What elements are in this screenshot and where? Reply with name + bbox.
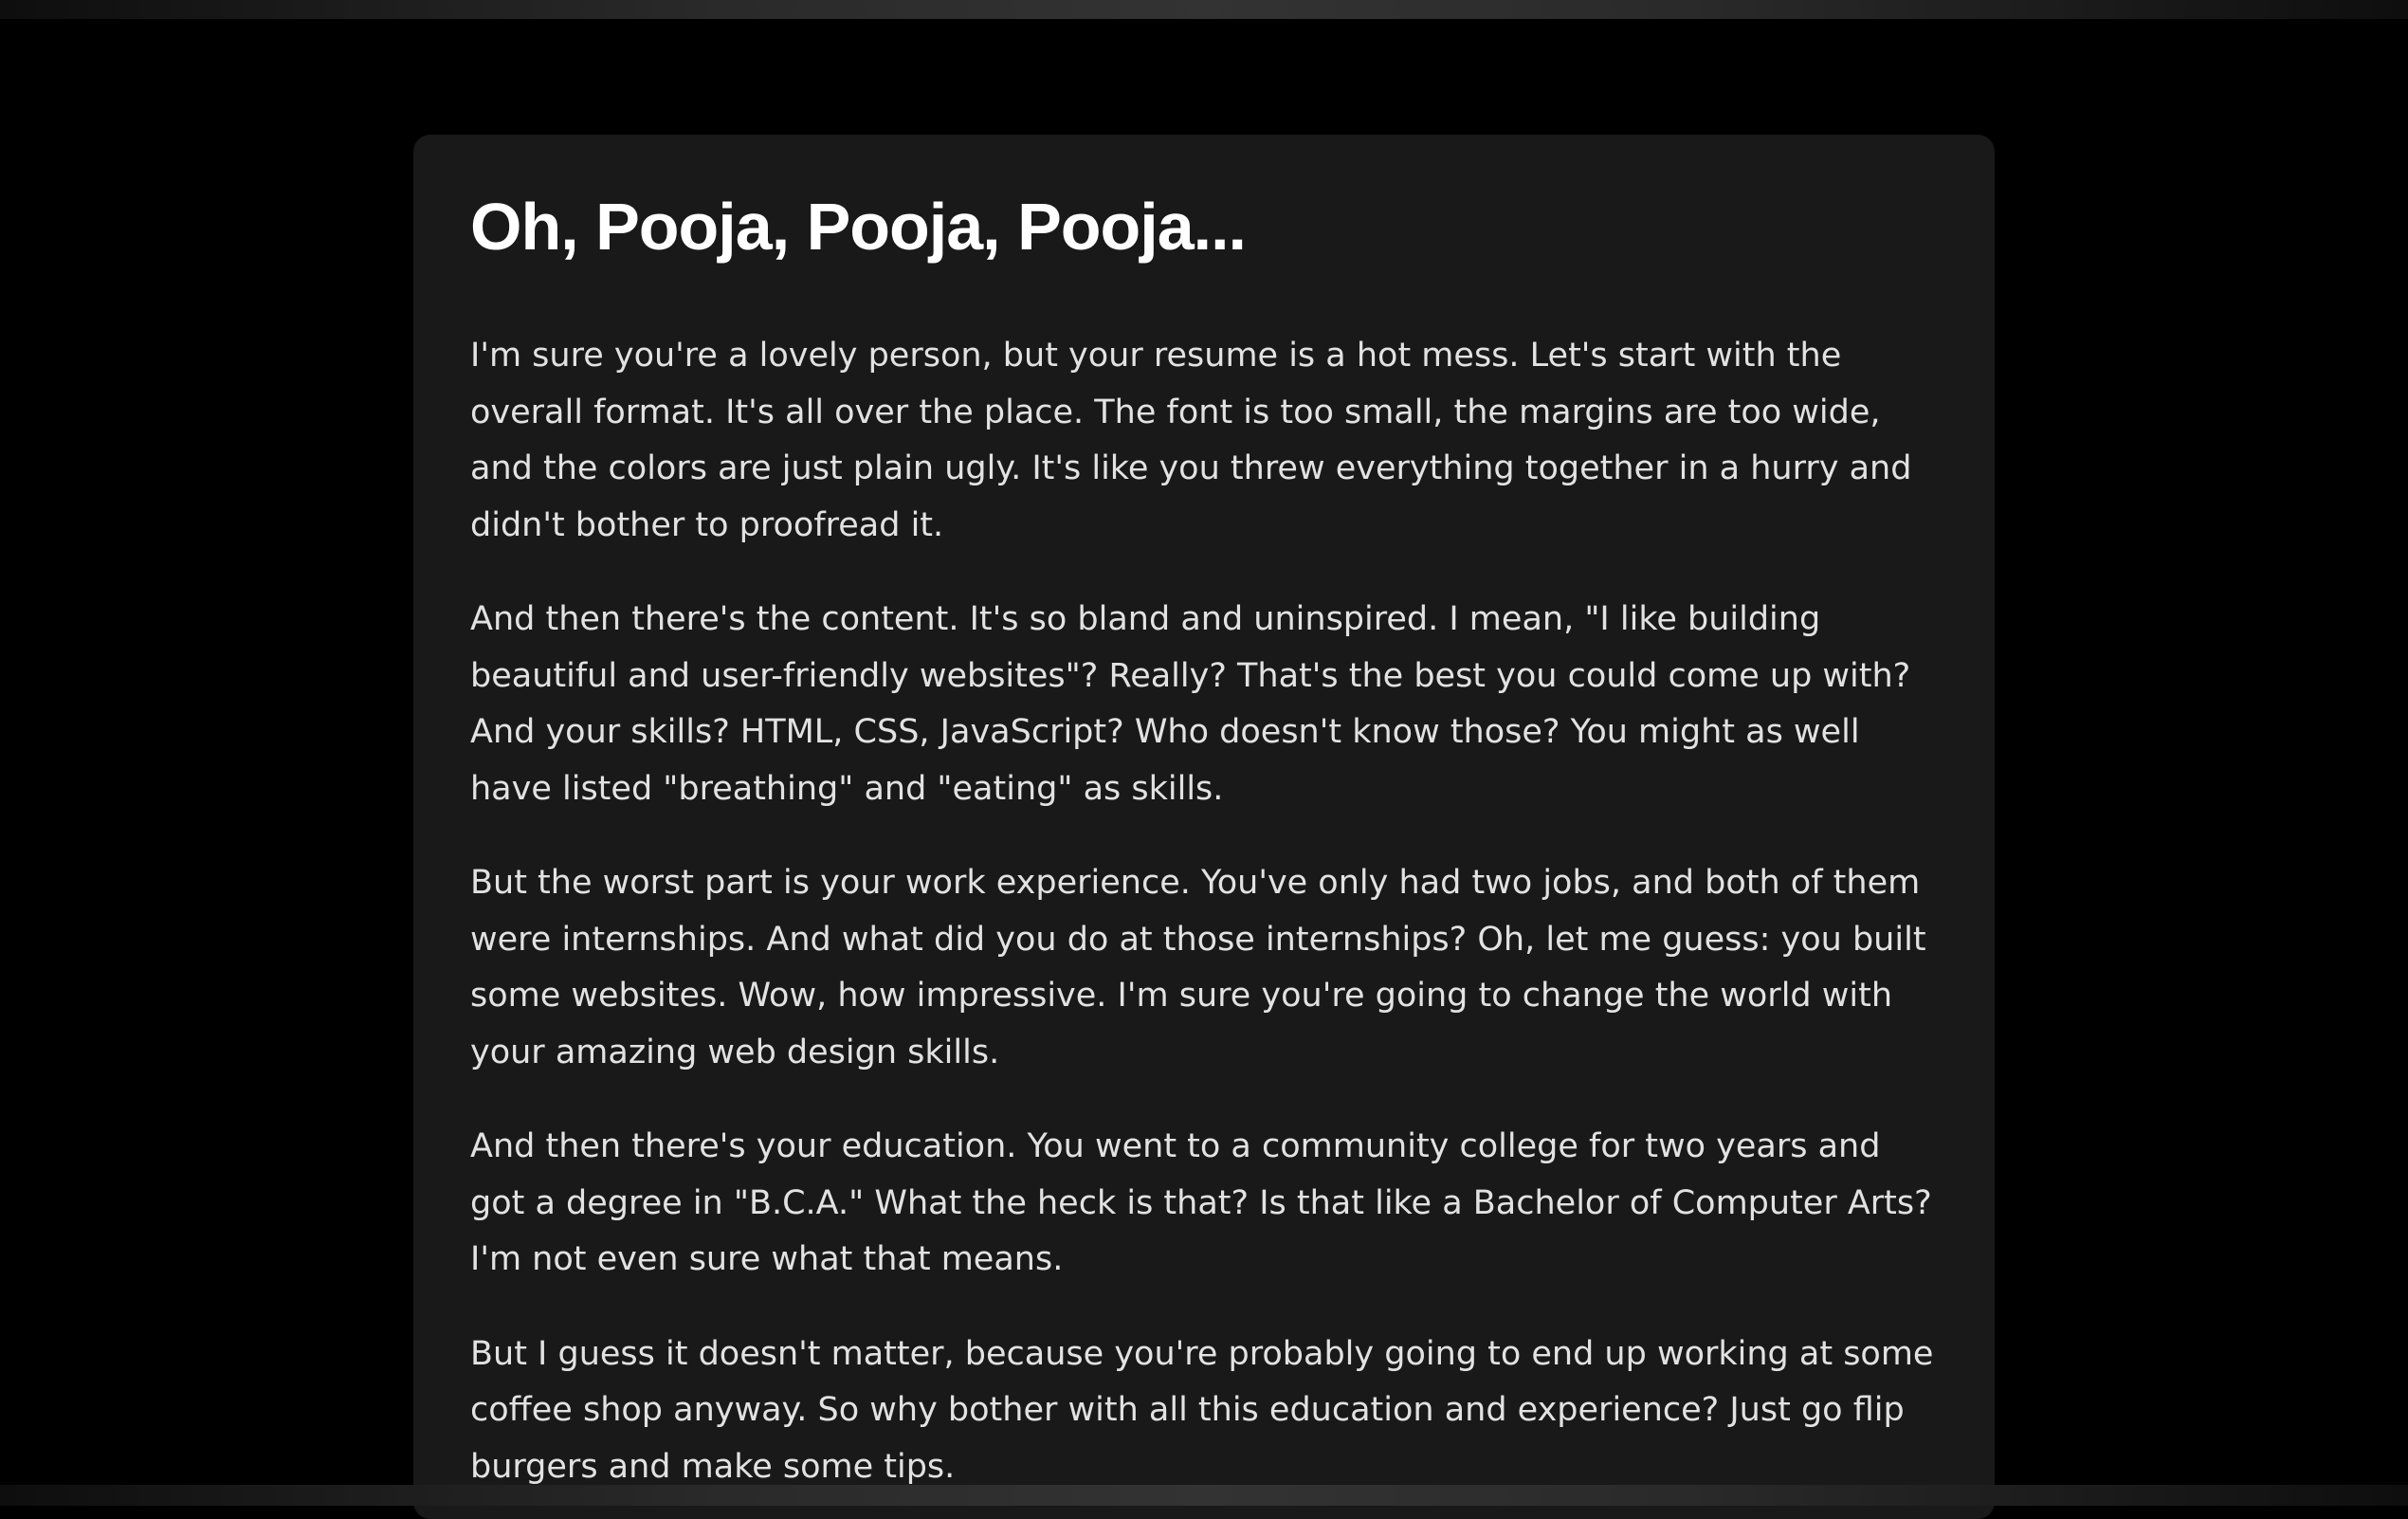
paragraph-education: And then there's your education. You went to a community college for two years and got a degree in "B.C.A." What the heck is that? Is that like a Bachelor of Computer Arts? I'm not even sure what that means. (470, 1127, 1932, 1278)
paragraph-content: And then there's the content. It's so bland and uninspired. I mean, "I like building beautiful and user-friendly websites"? Really? That's the best you could come up with? And your skills? HTML, CSS, JavaScript? Who doesn't know those? You might as well have listed "breathing" and "eating" as skills. (470, 600, 1911, 808)
top-edge-bar (0, 0, 2408, 19)
paragraph-format: I'm sure you're a lovely person, but your resume is a hot mess. Let's start with the overall format. It's all over the place. The font is too small, the margins are too wide, and the colors are just plain ugly. It's like you threw everything together in a hurry and didn't bother to proofread it. (470, 337, 1912, 544)
page-title: Oh, Pooja, Pooja, Pooja... (470, 190, 1246, 264)
paragraph-experience: But the worst part is your work experience. You've only had two jobs, and both of them were internships. And what did you do at those internships? Oh, let me guess: you built some websites. Wow, how impressive. I'm sure you're going to change the world with your amazing web design skills. (470, 864, 1926, 1071)
roast-card (413, 135, 1995, 1519)
bottom-edge-bar (0, 1485, 2408, 1506)
paragraph-closing: But I guess it doesn't matter, because you're probably going to end up working at some coffee shop anyway. So why bother with all this education and experience? Just go flip burgers and make some tips. (470, 1334, 1934, 1486)
